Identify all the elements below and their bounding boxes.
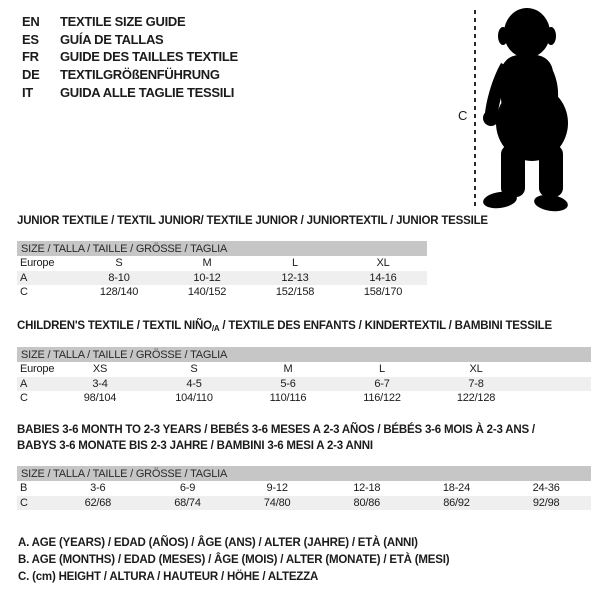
height-value: 86/92	[412, 496, 502, 511]
size-column-label: M	[202, 257, 212, 270]
height-cm-row	[17, 285, 427, 300]
junior-section-heading: JUNIOR TEXTILE / TEXTIL JUNIOR/ TEXTILE JUNIOR / JUNIORTEXTIL / JUNIOR TESSILE	[17, 215, 488, 227]
baby-silhouette-icon	[482, 8, 569, 213]
age-value: 3-6	[90, 482, 106, 495]
size-column-label: S	[115, 257, 123, 270]
language-code: EN	[22, 14, 40, 30]
size-column-label: S	[190, 363, 198, 376]
size-column-label: M	[283, 363, 293, 376]
height-cm-row	[17, 391, 591, 406]
size-column-label: L	[379, 363, 385, 376]
language-code: DE	[22, 67, 40, 83]
language-title: TEXTILGRÖßENFÜHRUNG	[60, 67, 220, 83]
children-heading-sub: /A	[211, 324, 220, 333]
age-years-row	[17, 271, 427, 286]
size-column-label: XS	[92, 363, 108, 376]
age-value: 18-24	[442, 482, 471, 495]
height-value: 140/152	[187, 286, 227, 299]
height-value: 110/116	[269, 392, 307, 405]
children-size-table	[17, 347, 591, 406]
age-value: 4-5	[147, 377, 241, 392]
age-value: 9-12	[266, 482, 288, 495]
language-item-fr	[22, 48, 238, 66]
height-label: C	[458, 108, 468, 123]
height-cm-row	[17, 496, 591, 511]
legend-line-c: C. (cm) HEIGHT / ALTURA / HAUTEUR / HÖHE / ALTEZZA	[18, 571, 319, 584]
height-value: 62/68	[53, 496, 143, 511]
language-title: GUIDA ALLE TAGLIE TESSILI	[60, 84, 235, 100]
age-value: 5-6	[241, 377, 335, 392]
height-value: 116/122	[363, 392, 401, 405]
language-code: FR	[22, 49, 39, 65]
row-label-c: C	[20, 286, 28, 299]
language-item-de	[22, 66, 238, 84]
row-label-a: A	[17, 377, 53, 392]
age-months-row	[17, 481, 591, 496]
children-heading-text: / TEXTILE DES ENFANTS / KINDERTEXTIL / BAMBINI TESSILE	[219, 320, 552, 332]
height-value: 74/80	[232, 496, 322, 511]
babies-section-heading	[17, 422, 535, 454]
babies-heading-line2: BABYS 3-6 MONATE BIS 2-3 JAHRE / BAMBINI 3-6 MESI A 2-3 ANNI	[17, 440, 373, 452]
height-value: 92/98	[501, 496, 591, 511]
language-title: GUÍA DE TALLAS	[60, 31, 164, 47]
height-value: 98/104	[83, 392, 117, 405]
row-label-c: C	[17, 496, 53, 511]
baby-figure	[455, 5, 580, 217]
size-header-row	[17, 362, 591, 377]
age-value: 10-12	[163, 271, 251, 286]
language-item-es	[22, 31, 238, 49]
language-item-en	[22, 13, 238, 31]
age-value: 6-7	[335, 377, 429, 392]
babies-heading-line1: BABIES 3-6 MONTH TO 2-3 YEARS / BEBÉS 3-6 MESES A 2-3 AÑOS / BÉBÉS 3-6 MOIS À 2-3 ANS /	[17, 424, 535, 436]
babies-size-table	[17, 466, 591, 510]
size-column-label: XL	[376, 257, 390, 270]
filler-cell	[523, 377, 591, 392]
age-value: 12-18	[353, 482, 381, 495]
age-value: 14-16	[339, 271, 427, 286]
age-value: 3-4	[53, 377, 147, 392]
language-code: IT	[22, 84, 33, 100]
age-value: 7-8	[429, 377, 523, 392]
language-item-it	[22, 83, 238, 101]
size-bar-label: SIZE / TALLA / TAILLE / GRÖSSE / TAGLIA	[17, 347, 591, 362]
height-value: 158/170	[363, 286, 403, 299]
size-bar-label: SIZE / TALLA / TAILLE / GRÖSSE / TAGLIA	[17, 466, 591, 481]
size-bar-row	[17, 241, 427, 256]
row-label-b: B	[20, 482, 28, 495]
children-heading-text: CHILDREN'S TEXTILE / TEXTIL NIÑO	[17, 320, 212, 332]
age-value: 6-9	[179, 482, 196, 495]
size-column-label: L	[292, 257, 298, 270]
filler-cell	[523, 362, 591, 377]
age-value: 12-13	[251, 271, 339, 286]
language-list	[22, 13, 238, 101]
language-code: ES	[22, 31, 39, 47]
row-label-a: A	[17, 271, 75, 286]
size-header-row	[17, 256, 427, 271]
language-title: GUIDE DES TAILLES TEXTILE	[60, 49, 238, 65]
age-value: 8-10	[75, 271, 163, 286]
size-bar-row	[17, 347, 591, 362]
size-bar-row	[17, 466, 591, 481]
height-value: 80/86	[322, 496, 412, 511]
age-years-row	[17, 377, 591, 392]
junior-size-table	[17, 241, 427, 300]
height-value: 122/128	[456, 392, 496, 405]
height-value: 128/140	[99, 286, 139, 299]
row-label-europe: Europe	[20, 257, 55, 270]
row-label-europe: Europe	[20, 363, 55, 376]
language-title: TEXTILE SIZE GUIDE	[60, 14, 186, 30]
height-value: 104/110	[175, 392, 213, 405]
row-label-c: C	[20, 392, 28, 405]
height-value: 68/74	[143, 496, 233, 511]
legend	[18, 537, 449, 589]
legend-line-b: B. AGE (MONTHS) / EDAD (MESES) / ÂGE (MOIS) / ALTER (MONATE) / ETÀ (MESI)	[18, 554, 450, 567]
children-section-heading	[17, 320, 552, 333]
size-bar-label: SIZE / TALLA / TAILLE / GRÖSSE / TAGLIA	[17, 241, 427, 256]
legend-line-a: A. AGE (YEARS) / EDAD (AÑOS) / ÂGE (ANS) / ALTER (JAHRE) / ETÀ (ANNI)	[18, 537, 418, 549]
size-column-label: XL	[469, 363, 483, 376]
age-value: 24-36	[532, 482, 560, 495]
filler-cell	[523, 391, 591, 406]
height-value: 152/158	[275, 286, 315, 299]
